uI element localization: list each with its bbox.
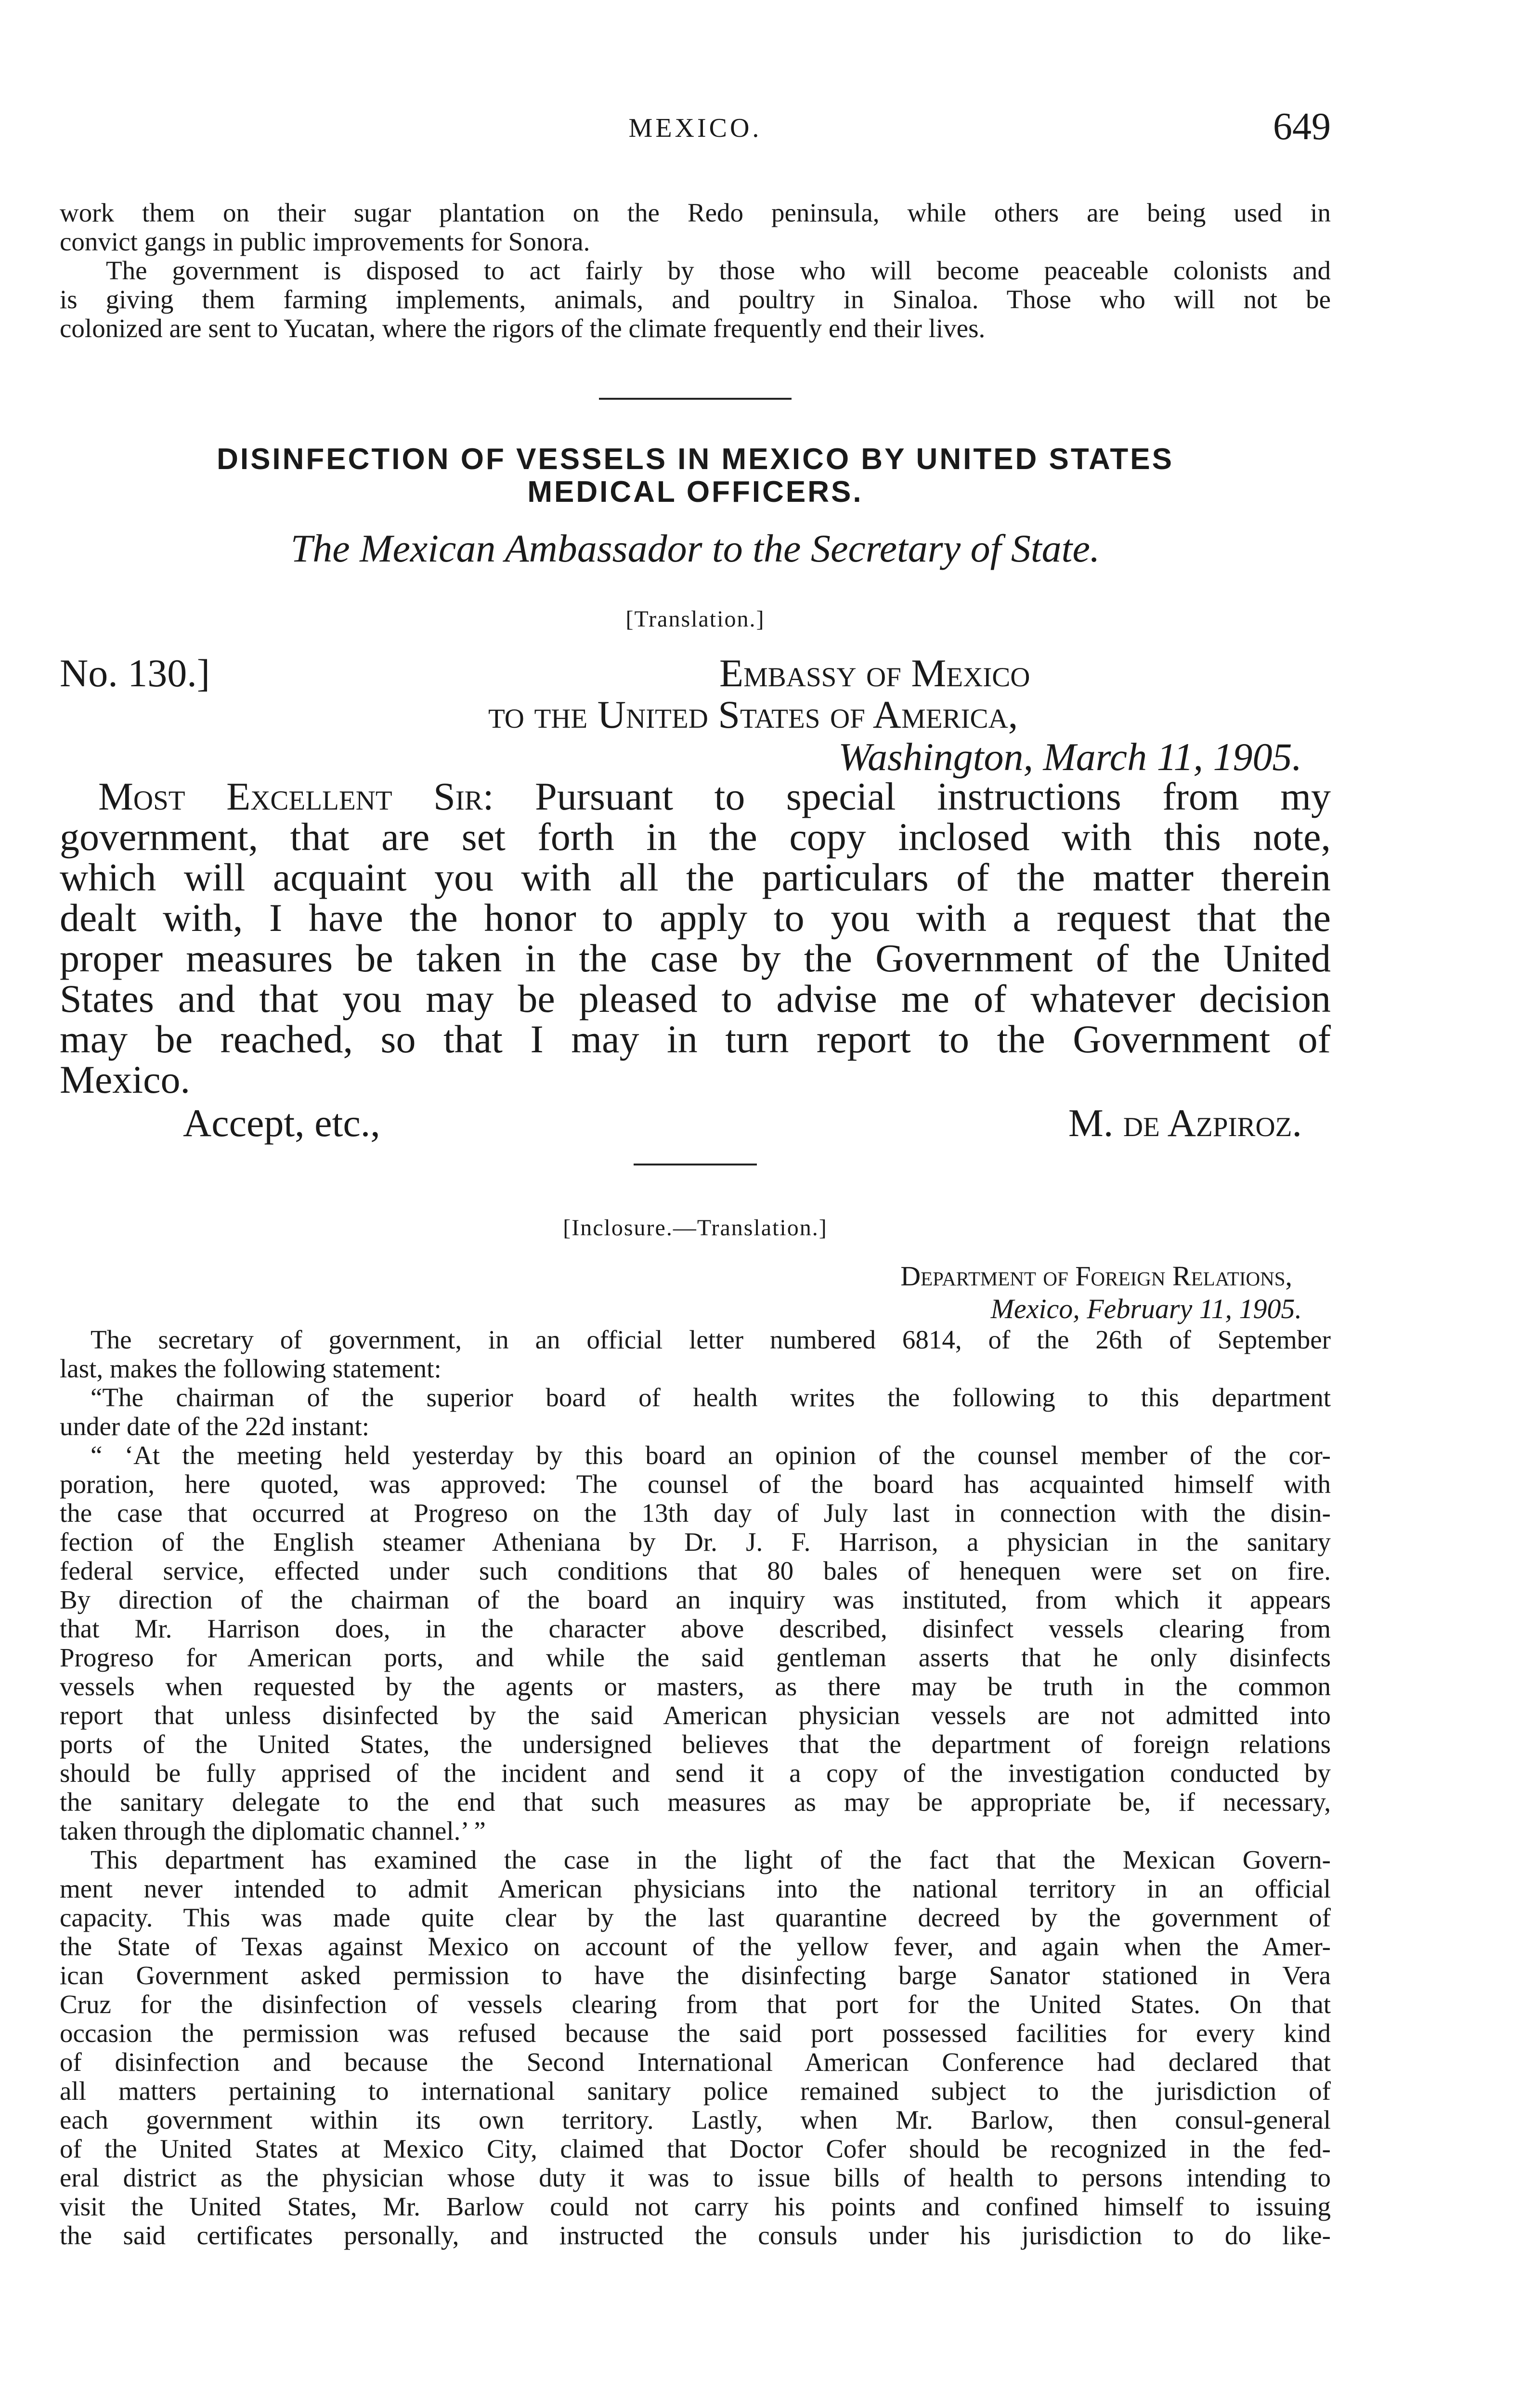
text-line: capacity. This was made quite clear by the last quarantine decreed by the government of (60, 1903, 1331, 1932)
inclosure-place-date: Mexico, February 11, 1905. (990, 1293, 1302, 1324)
text-line: By direction of the chairman of the board an inquiry was instituted, from which it appears (60, 1585, 1331, 1614)
text-line: vessels when requested by the agents or masters, as there may be truth in the common (60, 1672, 1331, 1701)
letter-number: No. 130.] (60, 651, 210, 695)
text-line: States and that you may be pleased to advise me of whatever decision (60, 977, 1331, 1021)
letter-closing: Accept, etc., (183, 1101, 380, 1145)
text-line: of the United States at Mexico City, claimed that Doctor Cofer should be recognized in the fed- (60, 2134, 1331, 2163)
letter-subheading: The Mexican Ambassador to the Secretary of State. (290, 526, 1100, 570)
section-divider (634, 1164, 757, 1165)
text-line: each government within its own territory. Lastly, when Mr. Barlow, then consul-general (60, 2105, 1331, 2134)
inclosure-body (60, 1325, 1331, 2250)
text-line: Cruz for the disinfection of vessels clearing from that port for the United States. On that (60, 1989, 1331, 2019)
letter-place-date: Washington, March 11, 1905. (838, 735, 1302, 779)
sender-line: to the United States of America, (488, 693, 1018, 736)
text-line: This department has examined the case in the light of the fact that the Mexican Govern- (91, 1845, 1331, 1874)
text-line: colonized are sent to Yucatan, where the rigors of the climate frequently end their lives. (60, 314, 986, 343)
text-line: government, that are set forth in the copy inclosed with this note, (60, 815, 1331, 859)
text-line: ports of the United States, the undersigned believes that the department of foreign relations (60, 1729, 1331, 1759)
text-line: ican Government asked permission to have the disinfecting barge Sanator stationed in Vera (60, 1961, 1331, 1990)
intro-text (60, 198, 1331, 343)
text-line: Mexico. (60, 1058, 190, 1101)
text-line: the said certificates personally, and instructed the consuls under his jurisdiction to do like- (60, 2221, 1331, 2250)
section-heading (60, 443, 1331, 509)
section-heading-line: MEDICAL OFFICERS. (527, 475, 863, 509)
letter-signature: M. de Azpiroz. (1068, 1101, 1302, 1145)
text-line: the sanitary delegate to the end that such measures as may be appropriate be, if necessary, (60, 1787, 1331, 1817)
text-line: “ ‘At the meeting held yesterday by this board an opinion of the counsel member of the cor- (91, 1440, 1331, 1470)
text-line: proper measures be taken in the case by the Government of the United (60, 936, 1331, 980)
text-line: of disinfection and because the Second International American Conference had declared that (60, 2047, 1331, 2077)
text-line: that Mr. Harrison does, in the character above described, disinfect vessels clearing from (60, 1614, 1331, 1643)
text-line: visit the United States, Mr. Barlow could not carry his points and confined himself to issuing (60, 2192, 1331, 2221)
inclosure-sender: Department of Foreign Relations, (900, 1260, 1292, 1292)
running-head (60, 105, 1331, 148)
text-line: which will acquaint you with all the particulars of the matter therein (60, 855, 1331, 899)
page-number: 649 (1273, 105, 1331, 148)
section-divider (599, 398, 792, 400)
text-line: may be reached, so that I may in turn report to the Government of (60, 1017, 1331, 1061)
text-line: fection of the English steamer Atheniana by Dr. J. F. Harrison, a physician in the sanitary (60, 1527, 1331, 1557)
text-line: poration, here quoted, was approved: The counsel of the board has acquainted himself with (60, 1469, 1331, 1499)
text-line: dealt with, I have the honor to apply to you with a request that the (60, 896, 1331, 940)
text-line: convict gangs in public improvements for Sonora. (60, 227, 590, 256)
text-line: eral district as the physician whose duty it was to issue bills of health to persons intending to (60, 2163, 1331, 2192)
text-line: the State of Texas against Mexico on account of the yellow fever, and again when the Amer- (60, 1932, 1331, 1961)
text-line: the case that occurred at Progreso on the 13th day of July last in connection with the disin- (60, 1498, 1331, 1528)
translation-note: [Translation.] (625, 606, 765, 632)
text-line: work them on their sugar plantation on the Redo peninsula, while others are being used in (60, 198, 1331, 227)
text-line: should be fully apprised of the incident and send it a copy of the investigation conducted by (60, 1758, 1331, 1788)
text-line: Progreso for American ports, and while the said gentleman asserts that he only disinfects (60, 1643, 1331, 1672)
letter-body (60, 776, 1331, 1100)
text-line: report that unless disinfected by the said American physician vessels are not admitted into (60, 1701, 1331, 1730)
text-line: last, makes the following statement: (60, 1354, 442, 1383)
text-line: under date of the 22d instant: (60, 1412, 370, 1441)
running-title: MEXICO. (628, 113, 762, 143)
text-line: The government is disposed to act fairly by those who will become peaceable colonists and (106, 256, 1331, 285)
document-page (60, 0, 1331, 2408)
text-line: ment never intended to admit American physicians into the national territory in an official (60, 1874, 1331, 1903)
text-line: occasion the permission was refused because the said port possessed facilities for every kind (60, 2018, 1331, 2048)
text-span: Pursuant to special instructions from my (535, 774, 1331, 818)
text-line: The secretary of government, in an official letter numbered 6814, of the 26th of September (91, 1325, 1331, 1354)
text-line: is giving them farming implements, animals, and poultry in Sinaloa. Those who will not be (60, 285, 1331, 314)
salutation: Most Excellent Sir: (98, 774, 494, 818)
inclosure-note: [Inclosure.—Translation.] (563, 1215, 828, 1241)
text-line (60, 776, 1331, 817)
text-line: “The chairman of the superior board of health writes the following to this department (91, 1383, 1331, 1412)
text-line: taken through the diplomatic channel.’ ” (60, 1816, 486, 1845)
text-line: federal service, effected under such conditions that 80 bales of henequen were set on fire. (60, 1556, 1331, 1585)
section-heading-line: DISINFECTION OF VESSELS IN MEXICO BY UNITED STATES (217, 443, 1174, 476)
text-line: all matters pertaining to international sanitary police remained subject to the jurisdiction of (60, 2076, 1331, 2106)
sender-line: Embassy of Mexico (719, 651, 1030, 695)
